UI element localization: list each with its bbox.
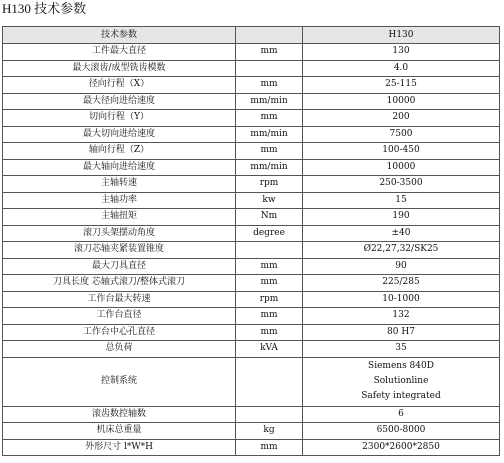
param-name: 主轴功率 <box>3 192 236 209</box>
param-value: 6500-8000 <box>303 423 500 440</box>
table-row <box>3 110 500 127</box>
table-row <box>3 308 500 325</box>
param-value: 100-450 <box>303 143 500 160</box>
param-name: 切向行程（Y） <box>3 110 236 127</box>
param-name: 最大径向进给速度 <box>3 93 236 110</box>
param-name: 滚刀芯轴夹紧装置锥度 <box>3 242 236 259</box>
param-value: 130 <box>303 44 500 61</box>
param-value <box>303 357 500 406</box>
param-unit: mm <box>236 77 303 94</box>
param-unit: kg <box>236 423 303 440</box>
param-unit: mm/min <box>236 126 303 143</box>
control-system-line: Solutionline <box>373 376 429 386</box>
table-row <box>3 44 500 61</box>
param-value: 80 H7 <box>303 324 500 341</box>
table-row <box>3 258 500 275</box>
param-name: 控制系统 <box>3 357 236 406</box>
table-row <box>3 192 500 209</box>
table-row <box>3 143 500 160</box>
table-row <box>3 324 500 341</box>
param-unit: mm <box>236 143 303 160</box>
table-row <box>3 291 500 308</box>
param-value: 90 <box>303 258 500 275</box>
param-name: 工作台中心孔直径 <box>3 324 236 341</box>
table-row <box>3 159 500 176</box>
table-row <box>3 423 500 440</box>
header-param: 技术参数 <box>3 27 236 44</box>
param-value: 190 <box>303 209 500 226</box>
param-name: 刀具长度 芯轴式滚刀/整体式滚刀 <box>3 275 236 292</box>
param-name: 总负荷 <box>3 341 236 358</box>
table-header-row <box>3 27 500 44</box>
table-row <box>3 341 500 358</box>
param-unit <box>236 60 303 77</box>
table-row <box>3 242 500 259</box>
param-name: 工作台直径 <box>3 308 236 325</box>
param-unit: rpm <box>236 176 303 193</box>
header-unit <box>236 27 303 44</box>
control-system-line: Safety integrated <box>361 391 441 401</box>
table-row <box>3 60 500 77</box>
table-row <box>3 93 500 110</box>
table-row <box>3 77 500 94</box>
param-value: 250-3500 <box>303 176 500 193</box>
param-value: 6 <box>303 406 500 423</box>
param-name: 最大轴向进给速度 <box>3 159 236 176</box>
param-name: 工件最大直径 <box>3 44 236 61</box>
param-value: 25-115 <box>303 77 500 94</box>
table-row <box>3 126 500 143</box>
param-value: 35 <box>303 341 500 358</box>
param-name: 最大切向进给速度 <box>3 126 236 143</box>
header-model: H130 <box>303 27 500 44</box>
table-row <box>3 209 500 226</box>
param-unit <box>236 242 303 259</box>
param-value: 2300*2600*2850 <box>303 439 500 456</box>
table-row <box>3 439 500 456</box>
spec-table <box>2 26 500 456</box>
param-value: 4.0 <box>303 60 500 77</box>
param-value: 7500 <box>303 126 500 143</box>
param-name: 工作台最大转速 <box>3 291 236 308</box>
param-value: ±40 <box>303 225 500 242</box>
control-system-line: Siemens 840D <box>368 361 434 371</box>
param-unit <box>236 357 303 406</box>
param-name: 机床总重量 <box>3 423 236 440</box>
param-unit: mm <box>236 110 303 127</box>
table-row <box>3 406 500 423</box>
param-unit: mm <box>236 44 303 61</box>
param-unit: Nm <box>236 209 303 226</box>
param-name: 轴向行程（Z） <box>3 143 236 160</box>
param-value: 132 <box>303 308 500 325</box>
param-value: 200 <box>303 110 500 127</box>
param-unit: rpm <box>236 291 303 308</box>
param-name: 滚齿数控轴数 <box>3 406 236 423</box>
param-unit: mm <box>236 324 303 341</box>
param-value: 10-1000 <box>303 291 500 308</box>
param-unit: degree <box>236 225 303 242</box>
param-name: 径向行程（X） <box>3 77 236 94</box>
table-row-control-system <box>3 357 500 406</box>
param-unit: mm/min <box>236 159 303 176</box>
param-name: 外形尺寸 l*W*H <box>3 439 236 456</box>
param-value: 10000 <box>303 159 500 176</box>
param-value: 15 <box>303 192 500 209</box>
param-unit: kw <box>236 192 303 209</box>
param-name: 主轴扭矩 <box>3 209 236 226</box>
param-unit: kVA <box>236 341 303 358</box>
param-unit: mm <box>236 258 303 275</box>
param-unit: mm <box>236 439 303 456</box>
table-row <box>3 225 500 242</box>
param-value: 10000 <box>303 93 500 110</box>
param-value: Ø22,27,32/SK25 <box>303 242 500 259</box>
param-value: 225/285 <box>303 275 500 292</box>
param-unit: mm <box>236 275 303 292</box>
page-title: H130 技术参数 <box>2 1 87 16</box>
param-name: 最大刀具直径 <box>3 258 236 275</box>
param-unit <box>236 406 303 423</box>
param-name: 主轴转速 <box>3 176 236 193</box>
table-row <box>3 275 500 292</box>
param-name: 最大滚齿/成型铣齿模数 <box>3 60 236 77</box>
table-row <box>3 176 500 193</box>
param-name: 滚刀头架摆动角度 <box>3 225 236 242</box>
param-unit: mm/min <box>236 93 303 110</box>
param-unit: mm <box>236 308 303 325</box>
